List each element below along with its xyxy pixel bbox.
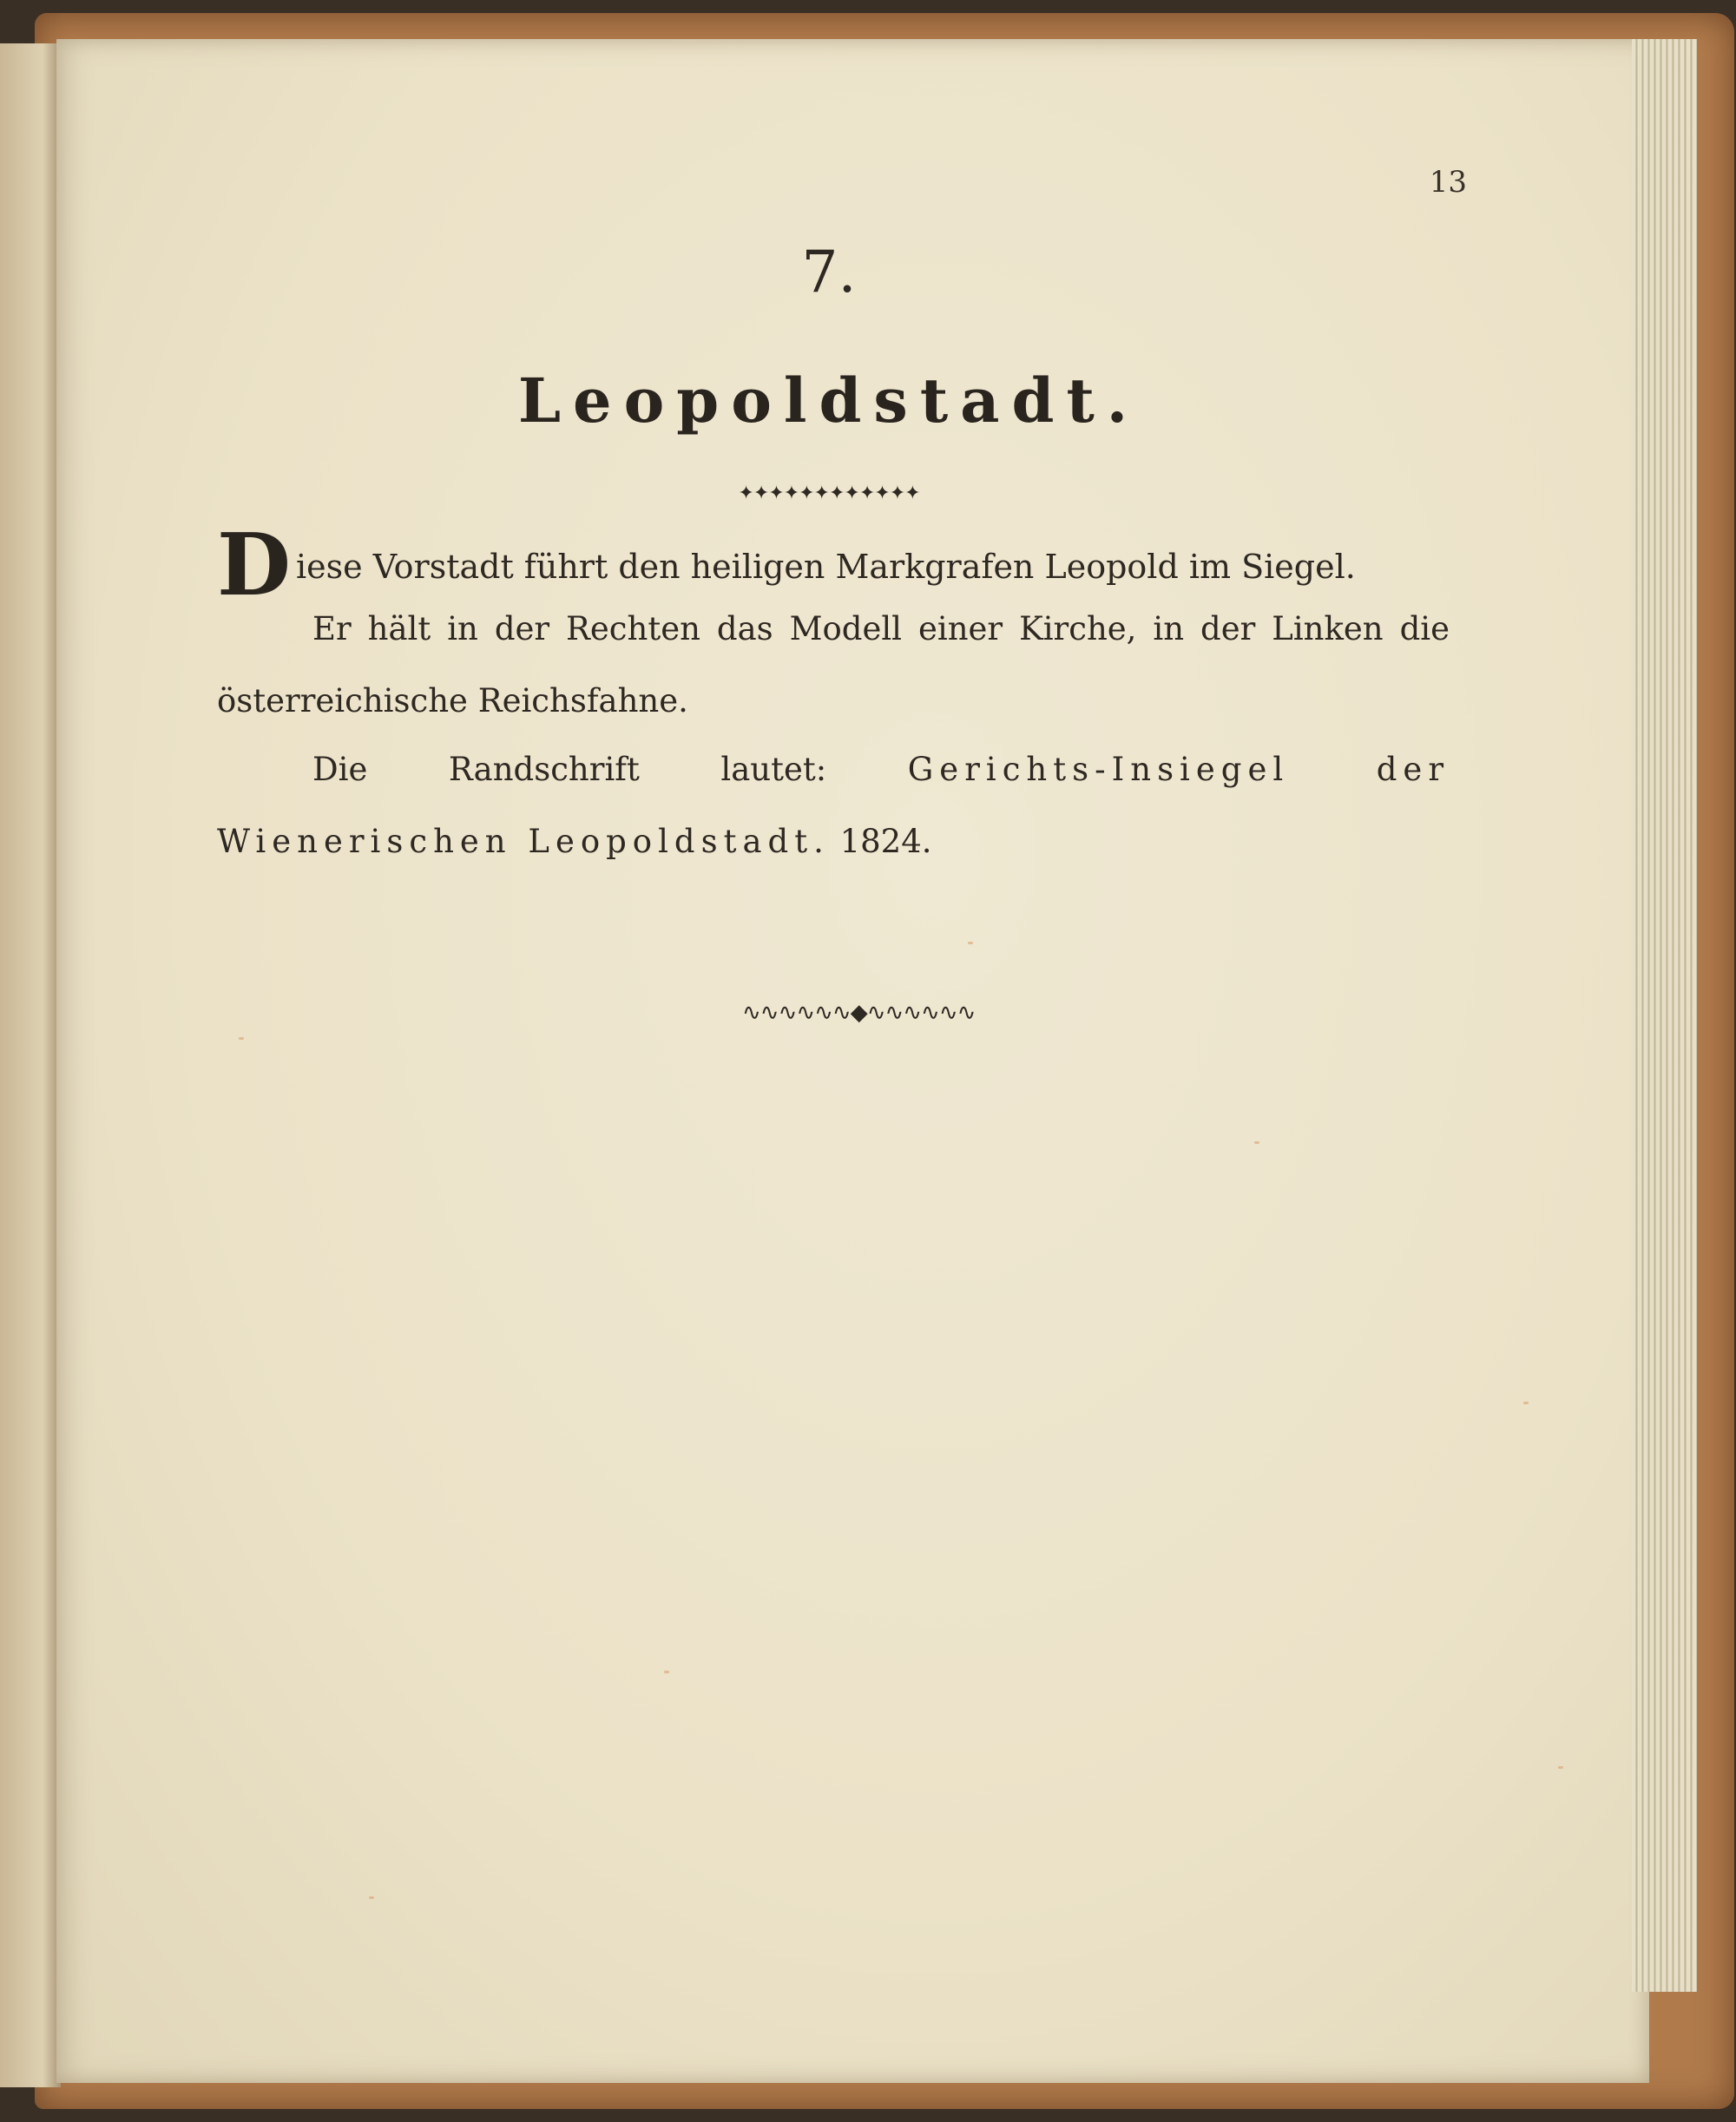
drop-cap: D bbox=[217, 516, 291, 615]
paper-speck bbox=[1254, 1141, 1259, 1144]
ornament-rule-bottom: ∿∿∿∿∿∿◆∿∿∿∿∿∿ bbox=[742, 1000, 976, 1026]
paper-speck bbox=[664, 1671, 669, 1673]
ornament-rule-top: ✦✦✦✦✦✦✦✦✦✦✦✦ bbox=[738, 483, 920, 504]
right-page bbox=[56, 39, 1649, 2083]
paragraph-2: Er hält in der Rechten das Modell einer Kirche, in der Linken die österreichische Reichsfahne. bbox=[217, 610, 1450, 719]
page-block-edges bbox=[1632, 39, 1697, 1992]
paragraph-3-year: 1824. bbox=[829, 823, 932, 860]
paper-speck bbox=[1558, 1766, 1563, 1769]
left-page-edge bbox=[0, 43, 61, 2087]
page-number: 13 bbox=[1429, 165, 1467, 200]
paragraph-3 bbox=[217, 733, 1450, 877]
paper-speck bbox=[1523, 1402, 1529, 1404]
paper-speck bbox=[369, 1896, 374, 1899]
paragraph-1-text: iese Vorstadt führt den heiligen Markgrafen Leopold im Siegel. bbox=[295, 548, 1356, 586]
chapter-number: 7. bbox=[801, 239, 857, 305]
paragraph-3-lead: Die Randschrift lautet: bbox=[312, 751, 908, 788]
paper-speck bbox=[968, 942, 973, 944]
chapter-title: Leopoldstadt. bbox=[517, 365, 1141, 437]
paper-speck bbox=[239, 1037, 244, 1040]
inscription-text: Gerichts-Insiegel der Wienerischen Leopoldstadt. bbox=[217, 751, 1450, 860]
